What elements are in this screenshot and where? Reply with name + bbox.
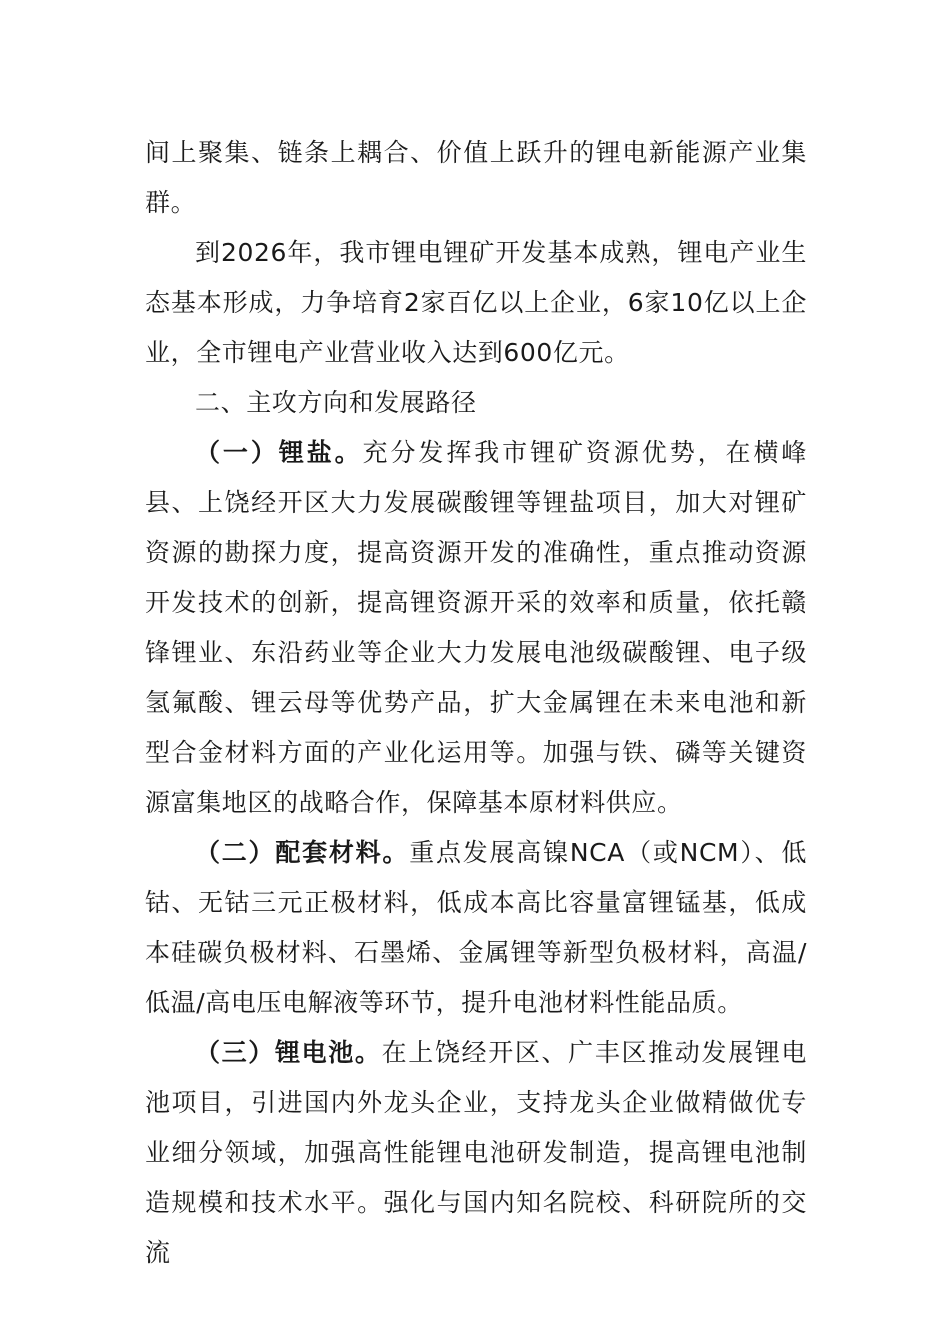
paragraph-lithium-battery bbox=[145, 1028, 807, 1278]
document-body bbox=[145, 128, 807, 1278]
subsection-body-lithium-battery: 在上饶经开区、广丰区推动发展锂电池项目，引进国内外龙头企业，支持龙头企业做精做优专业细分领域，加强高性能锂电池研发制造，提高锂电池制造规模和技术水平。强化与国内知名院校、科研院所的交流 bbox=[145, 1038, 808, 1267]
paragraph-continuation: 间上聚集、链条上耦合、价值上跃升的锂电新能源产业集群。 bbox=[145, 138, 807, 217]
subsection-title-supporting-materials: （二）配套材料。 bbox=[195, 838, 410, 867]
paragraph-supporting-materials bbox=[145, 828, 807, 1028]
subsection-title-lithium-battery: （三）锂电池。 bbox=[195, 1038, 382, 1067]
subsection-title-lithium-salt: （一）锂盐。 bbox=[195, 438, 363, 467]
subsection-body-supporting-materials: 重点发展高镍NCA（或NCM）、低钴、无钴三元正极材料，低成本高比容量富锂锰基，低成本硅碳负极材料、石墨烯、金属锂等新型负极材料，高温/低温/高电压电解液等环节，提升电池材料性能品质。 bbox=[145, 838, 807, 1017]
section-heading-directions: 二、主攻方向和发展路径 bbox=[195, 388, 477, 417]
subsection-body-lithium-salt: 充分发挥我市锂矿资源优势，在横峰县、上饶经开区大力发展碳酸锂等锂盐项目，加大对锂矿资源的勘探力度，提高资源开发的准确性，重点推动资源开发技术的创新，提高锂资源开采的效率和质量，依托赣锋锂业、东沿药业等企业大力发展电池级碳酸锂、电子级氢氟酸、锂云母等优势产品，扩大金属锂在未来电池和新型合金材料方面的产业化运用等。加强与铁、磷等关键资源富集地区的战略合作，保障基本原材料供应。 bbox=[145, 438, 807, 817]
paragraph-lithium-salt bbox=[145, 428, 807, 828]
paragraph-2026-goals: 到2026年，我市锂电锂矿开发基本成熟，锂电产业生态基本形成，力争培育2家百亿以上企业，6家10亿以上企业，全市锂电产业营业收入达到600亿元。 bbox=[145, 238, 807, 367]
